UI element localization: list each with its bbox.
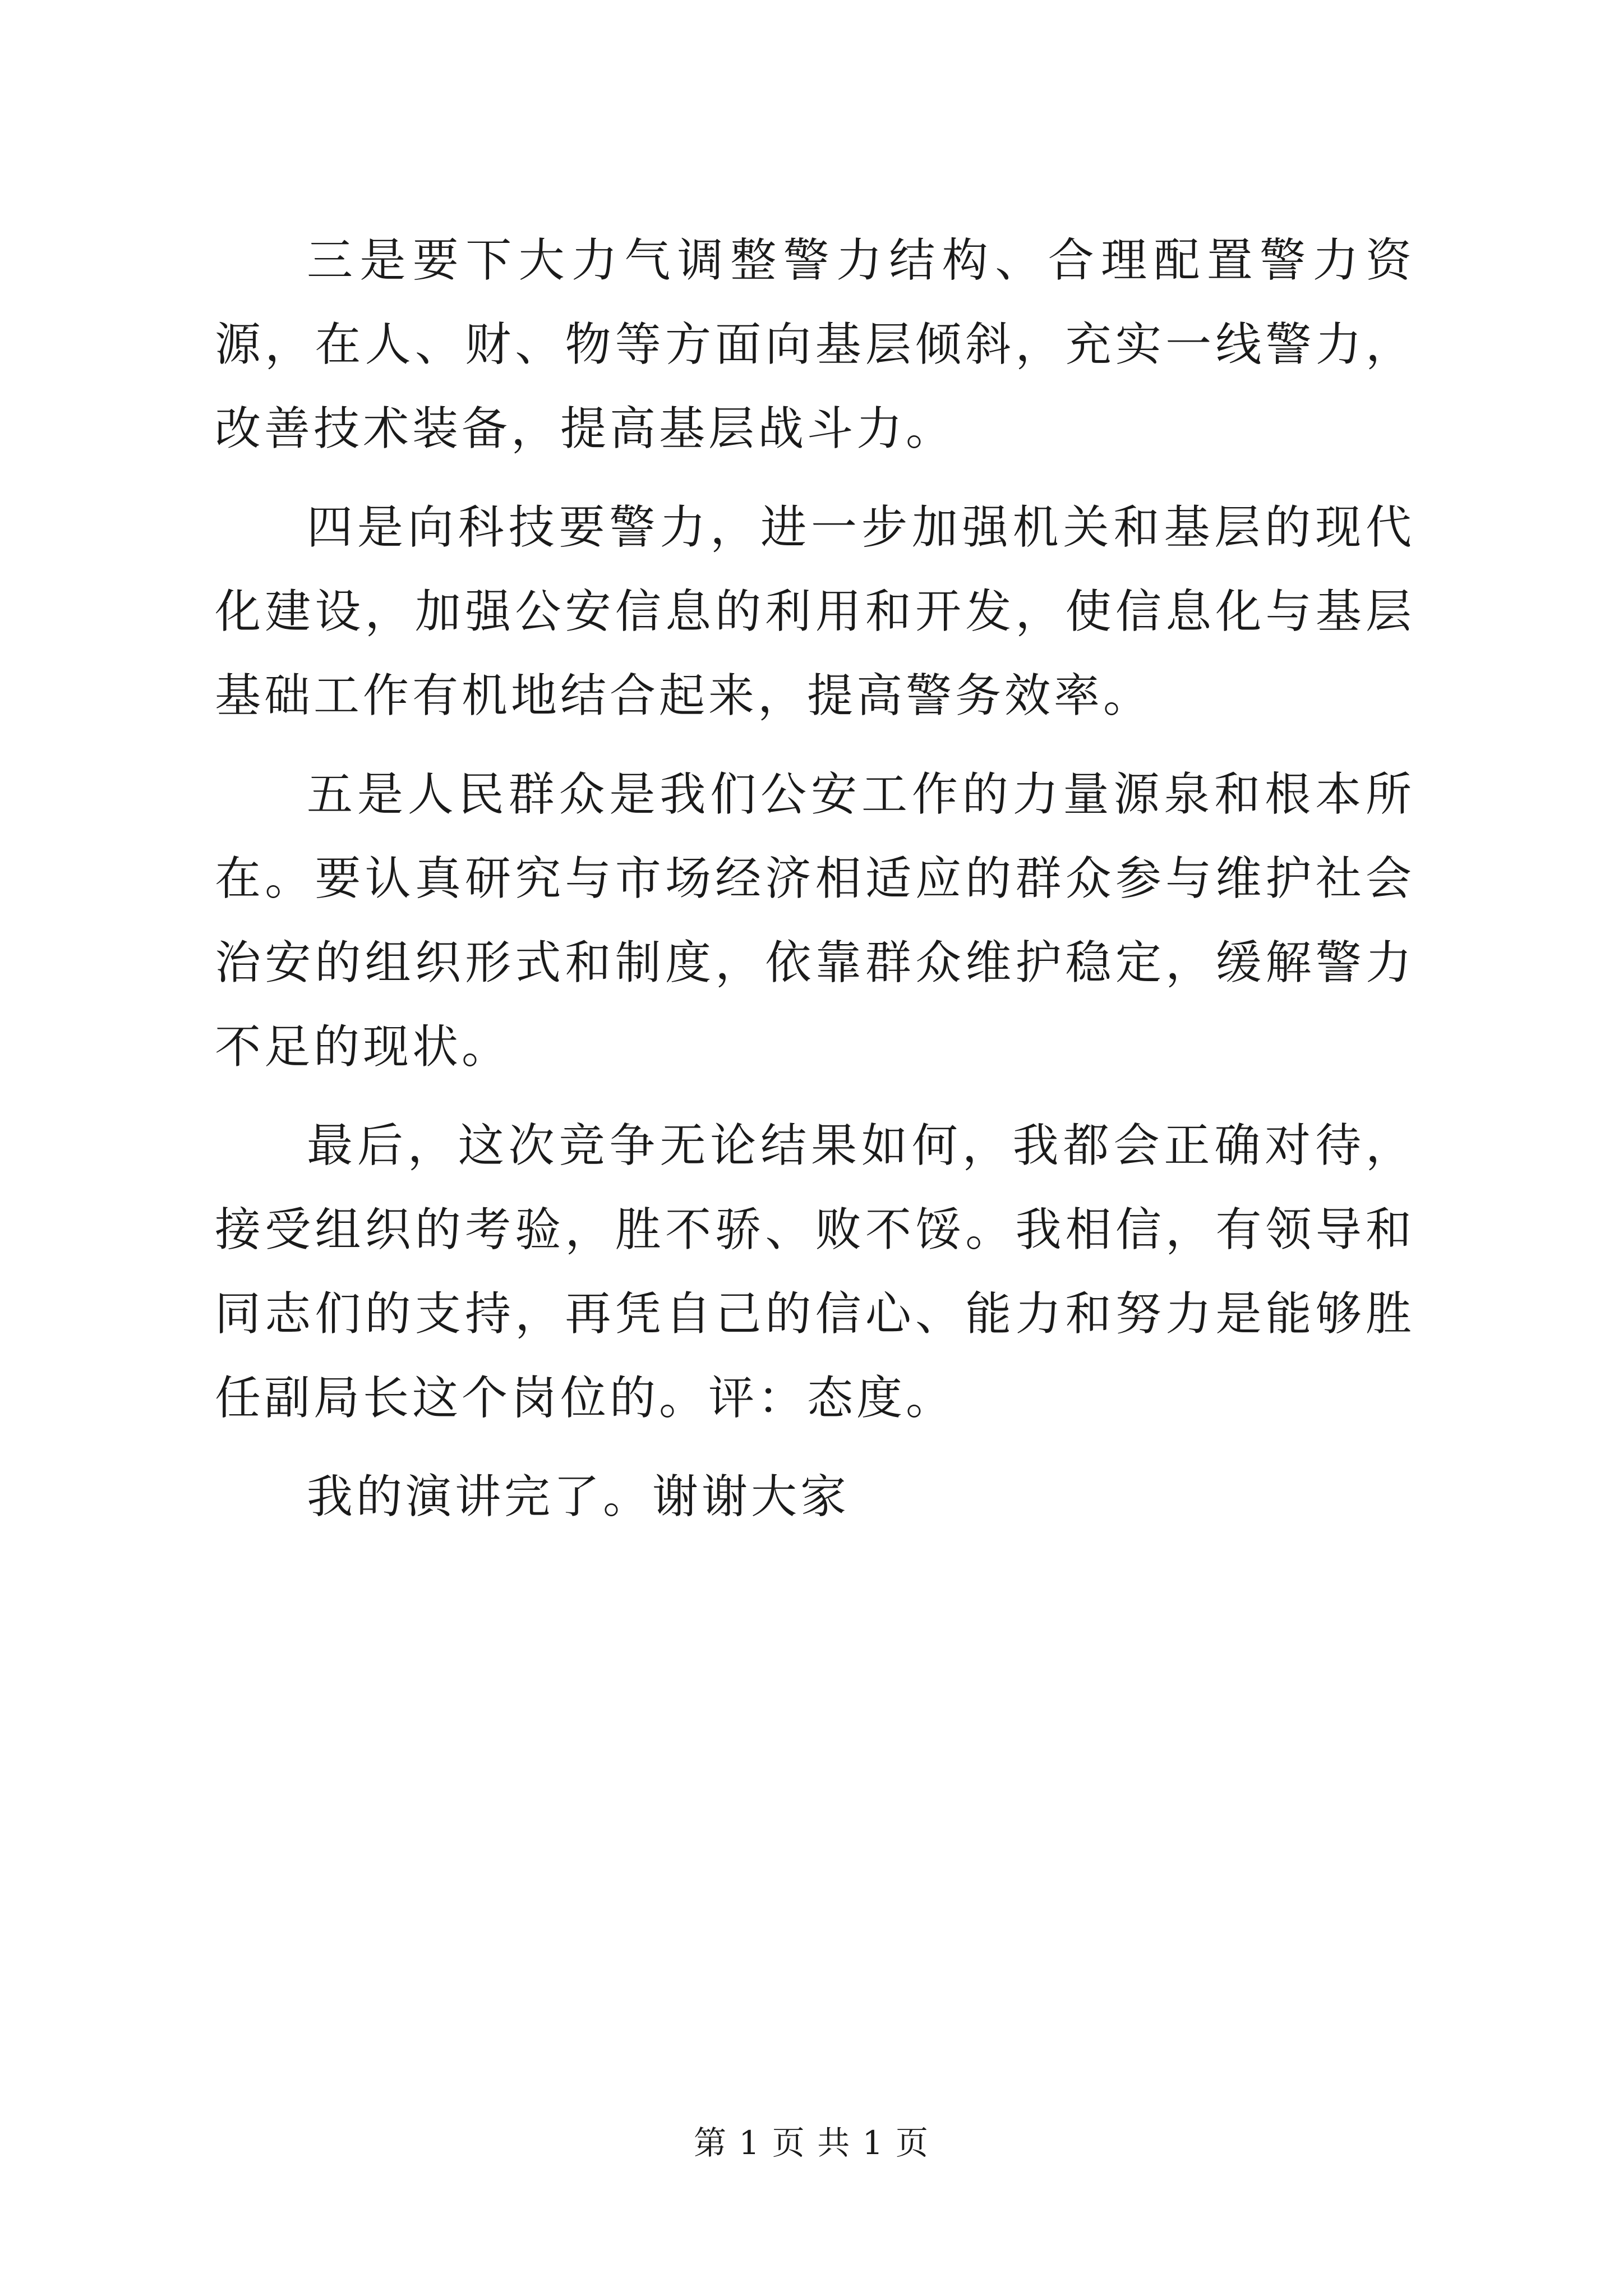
paragraph-2: 四是向科技要警力，进一步加强机关和基层的现代化建设，加强公安信息的利用和开发，使信息化与基层基础工作有机地结合起来，提高警务效率。 <box>215 501 1415 723</box>
paragraph-4: 最后，这次竞争无论结果如何，我都会正确对待，接受组织的考验，胜不骄、败不馁。我相信，有领导和同志们的支持，再凭自己的信心、能力和努力是能够胜任副局长这个岗位的。评：态度。 <box>215 1119 1415 1425</box>
document-body <box>215 219 1415 1554</box>
paragraph-3: 五是人民群众是我们公安工作的力量源泉和根本所在。要认真研究与市场经济相适应的群众参与维护社会治安的组织形式和制度，依靠群众维护稳定，缓解警力不足的现状。 <box>215 768 1415 1074</box>
page-number-footer: 第 1 页 共 1 页 <box>694 2124 929 2162</box>
paragraph-1: 三是要下大力气调整警力结构、合理配置警力资源，在人、财、物等方面向基层倾斜，充实一线警力，改善技术装备，提高基层战斗力。 <box>215 234 1415 455</box>
paragraph-5: 我的演讲完了。谢谢大家 <box>307 1470 850 1524</box>
